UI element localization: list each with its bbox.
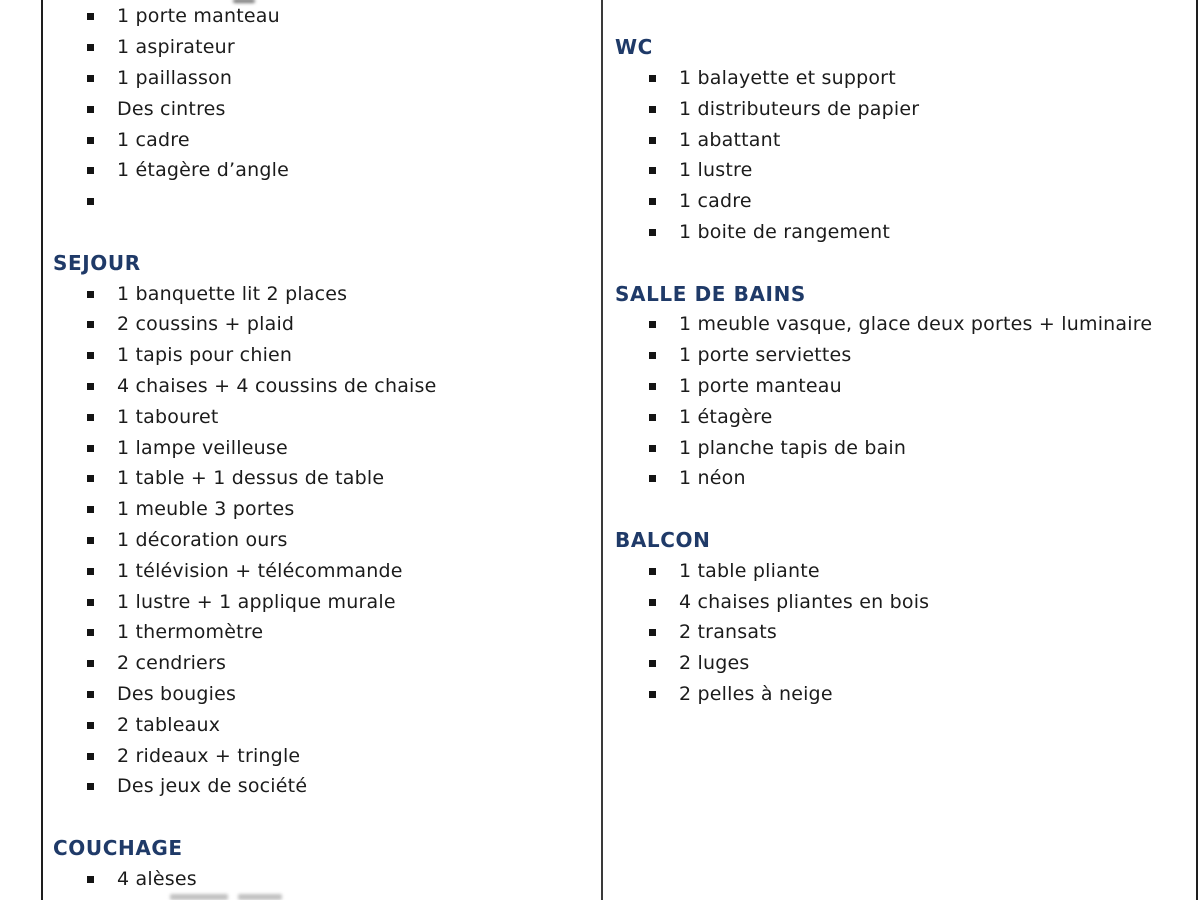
bullet-square-icon [649,629,656,636]
bullet-square-icon [649,321,656,328]
inventory-column-right [605,1,1194,709]
list-item [605,63,1194,94]
bullet-square-icon [87,691,94,698]
list-item-text: 2 luges [679,652,750,675]
table-column-divider [601,0,603,900]
bullet-square-icon [87,106,94,113]
list-item-text: 1 planche tapis de bain [679,436,907,459]
list-item [605,217,1194,248]
list-item-text: 1 thermomètre [117,621,264,644]
blank-line [605,494,1194,525]
list-item [605,155,1194,186]
list-item [605,401,1194,432]
list-item-text: 1 lustre [679,159,753,182]
inventory-column-left [43,1,599,894]
list-item [43,494,599,525]
list-item-text: 1 meuble vasque, glace deux portes + luminaire [679,313,1153,336]
list-item-text: 1 table pliante [679,559,820,582]
blank-line [43,217,599,248]
bullet-square-icon [649,660,656,667]
list-item-text: 1 télévision + télécommande [117,559,403,582]
bullet-square-icon [649,568,656,575]
bullet-square-icon [87,383,94,390]
list-item-text: 4 chaises + 4 coussins de chaise [117,374,437,397]
bullet-square-icon [87,506,94,513]
list-item [43,93,599,124]
list-item [43,155,599,186]
list-item-text: 1 tabouret [117,405,219,428]
cut-off-text-top [233,0,255,3]
list-item-text: 2 coussins + plaid [117,313,295,336]
list-item-text: 1 balayette et support [679,66,896,89]
list-item-text: 1 paillasson [117,66,233,89]
list-item-text: 1 porte manteau [117,5,280,28]
list-item-text: 2 pelles à neige [679,682,833,705]
list-item-text: 1 néon [679,467,746,490]
list-item-text: 1 distributeurs de papier [679,97,920,120]
bullet-square-icon [87,783,94,790]
blank-line [605,247,1194,278]
bullet-square-icon [87,599,94,606]
bullet-square-icon [87,753,94,760]
bullet-square-icon [87,660,94,667]
list-item [43,463,599,494]
list-item [43,124,599,155]
list-item [43,586,599,617]
bullet-square-icon [649,75,656,82]
list-item [605,340,1194,371]
list-item-text: 1 aspirateur [117,36,235,59]
bullet-square-icon [649,445,656,452]
list-item [43,278,599,309]
bullet-square-icon [649,352,656,359]
list-item [605,309,1194,340]
section-header: SEJOUR [53,250,141,275]
bullet-square-icon [87,568,94,575]
bullet-square-icon [87,537,94,544]
list-item [43,432,599,463]
list-item [43,1,599,32]
bullet-square-icon [87,44,94,51]
list-item-text: 1 lampe veilleuse [117,436,288,459]
list-item [43,771,599,802]
list-item-text: Des cintres [117,97,226,120]
bullet-square-icon [87,137,94,144]
bullet-square-icon [649,691,656,698]
list-item [43,525,599,556]
list-item [43,186,599,217]
list-item-text: 1 décoration ours [117,528,288,551]
list-item [605,124,1194,155]
list-item-text: 1 abattant [679,128,781,151]
bullet-square-icon [87,352,94,359]
list-item [605,463,1194,494]
list-item [605,648,1194,679]
list-item-text: 1 cadre [679,190,752,213]
bullet-square-icon [87,13,94,20]
list-item-text: 2 tableaux [117,713,221,736]
table-border-right [1196,0,1198,900]
bullet-square-icon [649,106,656,113]
section-header: COUCHAGE [53,835,183,860]
list-item-text: 2 rideaux + tringle [117,744,301,767]
bullet-square-icon [87,291,94,298]
list-item [43,617,599,648]
list-item [605,617,1194,648]
bullet-square-icon [649,167,656,174]
list-item [605,186,1194,217]
list-item-text: Des bougies [117,682,237,705]
list-item [605,586,1194,617]
list-item-text: 1 banquette lit 2 places [117,282,348,305]
bullet-square-icon [87,414,94,421]
section-header: SALLE DE BAINS [615,281,806,306]
bullet-square-icon [649,599,656,606]
bullet-square-icon [87,75,94,82]
list-item-text: 1 porte serviettes [679,344,852,367]
list-item-text: 2 cendriers [117,652,227,675]
list-item [43,555,599,586]
list-item [43,340,599,371]
list-item-text: 1 boite de rangement [679,220,890,243]
list-item [43,309,599,340]
list-item-text: 1 étagère [679,405,773,428]
section-header: WC [615,35,653,60]
bullet-square-icon [87,475,94,482]
list-item-text: 1 lustre + 1 applique murale [117,590,396,613]
blank-line [43,802,599,833]
list-item [43,740,599,771]
list-item [43,32,599,63]
list-item-text: 1 étagère d’angle [117,159,289,182]
list-item [605,679,1194,710]
list-item [605,371,1194,402]
list-item-text: 1 table + 1 dessus de table [117,467,385,490]
list-item-text: 1 tapis pour chien [117,344,293,367]
list-item-text: 4 alèses [117,867,197,890]
blank-line [605,1,1194,32]
bullet-square-icon [649,383,656,390]
bullet-square-icon [649,475,656,482]
cut-off-text-bottom [170,894,228,900]
list-item [43,679,599,710]
list-item [605,555,1194,586]
list-item-text: 1 porte manteau [679,374,842,397]
list-item [43,63,599,94]
list-item-text: 2 transats [679,621,777,644]
list-item [43,371,599,402]
list-item-text: 1 meuble 3 portes [117,498,295,521]
bullet-square-icon [87,321,94,328]
cut-off-text-bottom [238,894,282,900]
list-item-text: 4 chaises pliantes en bois [679,590,930,613]
list-item [605,93,1194,124]
list-item [43,648,599,679]
bullet-square-icon [87,722,94,729]
bullet-square-icon [649,137,656,144]
list-item [43,401,599,432]
list-item-text: Des jeux de société [117,775,308,798]
bullet-square-icon [649,414,656,421]
list-item [43,863,599,894]
bullet-square-icon [649,229,656,236]
list-item [43,709,599,740]
bullet-square-icon [649,198,656,205]
bullet-square-icon [87,167,94,174]
list-item-text: 1 cadre [117,128,190,151]
bullet-square-icon [87,876,94,883]
section-header: BALCON [615,527,711,552]
bullet-square-icon [87,198,94,205]
bullet-square-icon [87,445,94,452]
bullet-square-icon [87,629,94,636]
list-item [605,432,1194,463]
